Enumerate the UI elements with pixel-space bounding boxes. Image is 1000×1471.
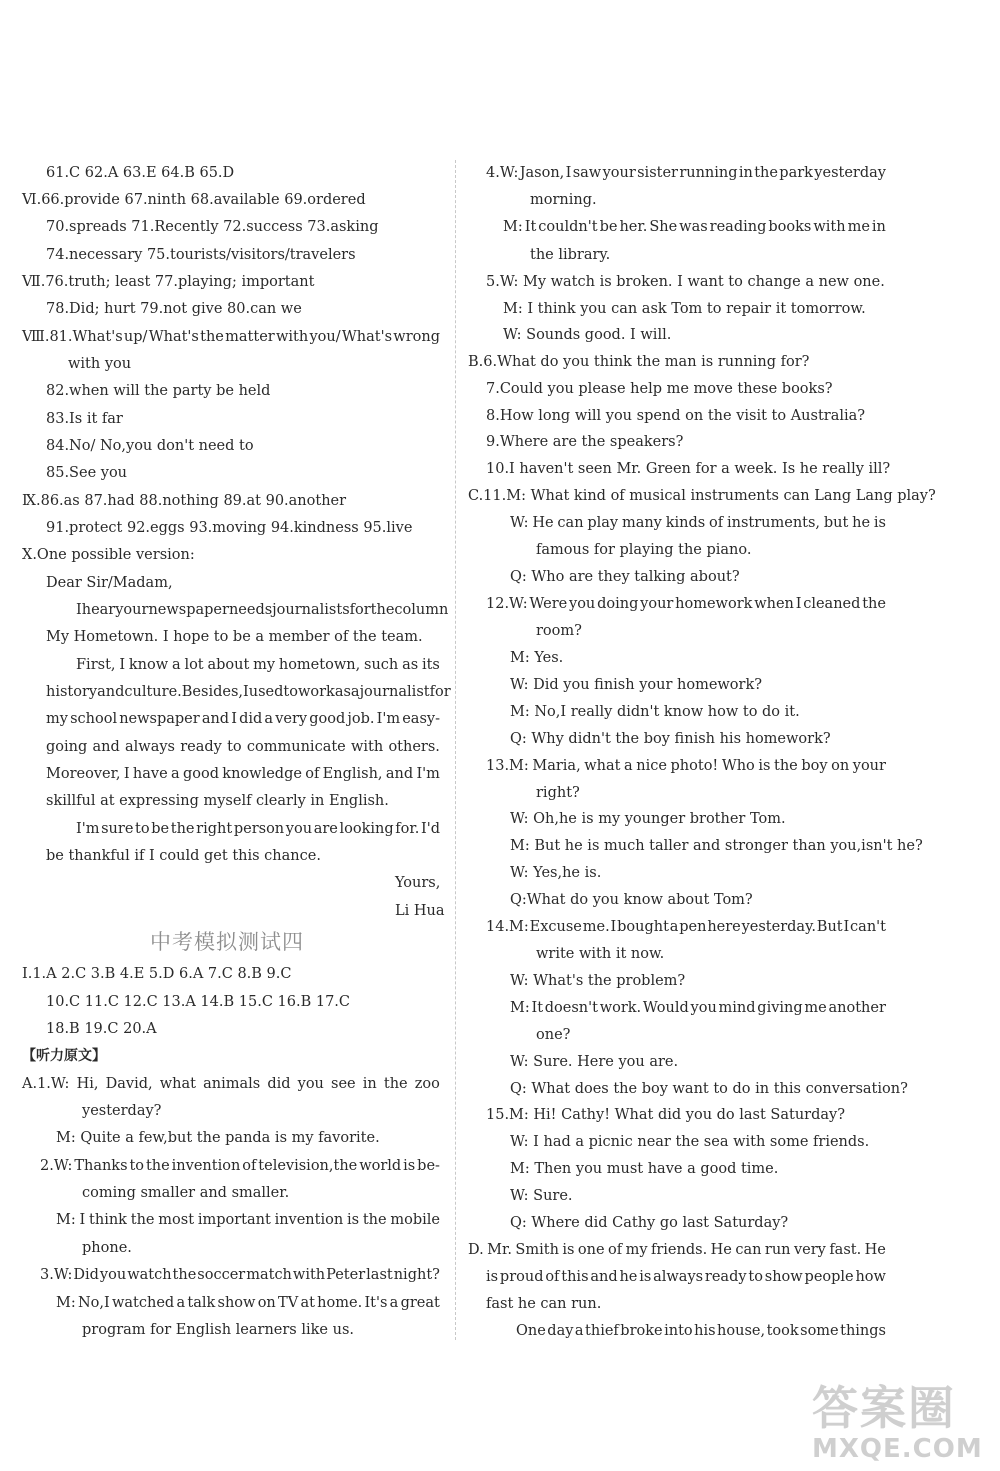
left-line: I'm sure to be the right person you are looking for. I'd: [76, 821, 440, 837]
left-line: Ⅵ.66.provide 67.ninth 68.available 69.ordered: [22, 192, 366, 208]
left-line: 78.Did; hurt 79.not give 80.can we: [46, 301, 302, 317]
left-line: I hear your newspaper needs journalists for the column: [76, 602, 449, 618]
left-line: yesterday?: [82, 1103, 162, 1119]
left-line: 85.See you: [46, 465, 128, 481]
right-line: 13.M: Maria, what a nice photo! Who is the boy on your: [486, 758, 886, 774]
right-line: M: But he is much taller and stronger than you,isn't he?: [510, 838, 923, 854]
right-line: morning.: [530, 192, 597, 208]
left-line: Ⅶ.76.truth; least 77.playing; important: [22, 274, 315, 290]
column-divider: [455, 160, 456, 1340]
right-line: Q: Who are they talking about?: [510, 569, 740, 585]
right-line: M: No,I really didn't know how to do it.: [510, 704, 800, 720]
right-line: M: It doesn't work. Would you mind giving me another: [510, 1000, 886, 1016]
left-line: 84.No/ No,you don't need to: [46, 438, 254, 454]
left-line: Ⅰ.1.A 2.C 3.B 4.E 5.D 6.A 7.C 8.B 9.C: [22, 966, 292, 982]
left-line: Li Hua: [395, 903, 445, 919]
left-line: history and culture. Besides, I used to work as a journalist for: [46, 684, 451, 700]
left-line: Dear Sir/Madam,: [46, 575, 173, 591]
left-line: 61.C 62.A 63.E 64.B 65.D: [46, 165, 235, 181]
left-line: 82.when will the party be held: [46, 383, 271, 399]
left-line: 91.protect 92.eggs 93.moving 94.kindness 95.live: [46, 520, 413, 536]
right-line: W: Sure. Here you are.: [510, 1054, 679, 1070]
left-line: my school newspaper and I did a very good job. I'm easy-: [46, 711, 440, 727]
right-line: M: It couldn't be her. She was reading books with me in: [503, 219, 886, 235]
right-line: B.6.What do you think the man is running for?: [468, 354, 810, 370]
left-line: 10.C 11.C 12.C 13.A 14.B 15.C 16.B 17.C: [46, 994, 350, 1010]
left-line: coming smaller and smaller.: [82, 1185, 290, 1201]
watermark-logo: 答案圈: [812, 1381, 956, 1435]
left-line: program for English learners like us.: [82, 1322, 355, 1338]
right-line: Q:What do you know about Tom?: [510, 892, 753, 908]
left-line: 2.W: Thanks to the invention of television,the world is be-: [40, 1158, 440, 1174]
right-line: C.11.M: What kind of musical instruments can Lang Lang play?: [468, 488, 936, 504]
left-line: Ⅹ.One possible version:: [22, 547, 195, 563]
left-line: M: Quite a few,but the panda is my favorite.: [56, 1130, 380, 1146]
right-line: M: Then you must have a good time.: [510, 1161, 779, 1177]
right-line: W: Sure.: [510, 1188, 573, 1204]
left-line: First, I know a lot about my hometown, such as its: [76, 657, 440, 673]
right-line: famous for playing the piano.: [536, 542, 752, 558]
right-line: 9.Where are the speakers?: [486, 434, 684, 450]
left-line: Ⅸ.86.as 87.had 88.nothing 89.at 90.another: [22, 493, 347, 509]
right-line: room?: [536, 623, 582, 639]
right-line: W: Yes,he is.: [510, 865, 602, 881]
right-line: 8.How long will you spend on the visit to Australia?: [486, 408, 866, 424]
left-line: 3.W: Did you watch the soccer match with Peter last night?: [40, 1267, 440, 1283]
left-line: 83.Is it far: [46, 411, 123, 427]
left-line: 70.spreads 71.Recently 72.success 73.asking: [46, 219, 379, 235]
right-line: W: He can play many kinds of instruments, but he is: [510, 515, 886, 531]
right-line: one?: [536, 1027, 571, 1043]
right-line: 12.W: Were you doing your homework when I cleaned the: [486, 596, 886, 612]
right-line: Q: Why didn't the boy finish his homework?: [510, 731, 831, 747]
right-line: Q: What does the boy want to do in this conversation?: [510, 1081, 908, 1097]
left-line: Moreover, I have a good knowledge of English, and I'm: [46, 766, 440, 782]
right-line: W: Did you finish your homework?: [510, 677, 763, 693]
left-line: going and always ready to communicate with others.: [46, 739, 440, 755]
right-line: D. Mr. Smith is one of my friends. He can run very fast. He: [468, 1242, 886, 1258]
right-line: write with it now.: [536, 946, 665, 962]
left-line: M: I think the most important invention is the mobile: [56, 1212, 440, 1228]
listening-script-label: 【听力原文】: [22, 1048, 106, 1064]
left-line: phone.: [82, 1240, 132, 1256]
left-line: 74.necessary 75.tourists/visitors/travelers: [46, 247, 356, 263]
section-title: 中考模拟测试四: [150, 930, 304, 954]
left-line: Yours,: [395, 875, 441, 891]
right-line: 5.W: My watch is broken. I want to change a new one.: [486, 274, 885, 290]
watermark-url: MXQE.COM: [812, 1434, 983, 1464]
right-line: M: Yes.: [510, 650, 564, 666]
left-line: M: No,I watched a talk show on TV at home. It's a great: [56, 1295, 440, 1311]
left-line: with you: [68, 356, 132, 372]
right-line: W: I had a picnic near the sea with some friends.: [510, 1134, 870, 1150]
right-line: 14.M: Excuse me. I bought a pen here yesterday. But I can't: [486, 919, 886, 935]
left-line: be thankful if I could get this chance.: [46, 848, 321, 864]
right-line: the library.: [530, 247, 611, 263]
right-line: W: What's the problem?: [510, 973, 686, 989]
left-line: A.1.W: Hi, David, what animals did you see in the zoo: [22, 1076, 440, 1092]
left-line: My Hometown. I hope to be a member of the team.: [46, 629, 423, 645]
right-line: 4.W: Jason, I saw your sister running in the park yesterday: [486, 165, 886, 181]
right-line: One day a thief broke into his house, took some things: [516, 1323, 886, 1339]
left-line: Ⅷ.81.What's up/ What's the matter with you/ What's wrong: [22, 329, 440, 345]
watermark: [812, 1372, 983, 1464]
left-line: skillful at expressing myself clearly in English.: [46, 793, 389, 809]
right-line: W: Sounds good. I will.: [503, 327, 672, 343]
right-line: M: I think you can ask Tom to repair it tomorrow.: [503, 301, 866, 317]
right-line: 15.M: Hi! Cathy! What did you do last Saturday?: [486, 1107, 846, 1123]
right-line: W: Oh,he is my younger brother Tom.: [510, 811, 786, 827]
right-line: Q: Where did Cathy go last Saturday?: [510, 1215, 789, 1231]
right-line: right?: [536, 785, 580, 801]
right-line: 7.Could you please help me move these books?: [486, 381, 833, 397]
right-line: 10.I haven't seen Mr. Green for a week. Is he really ill?: [486, 461, 891, 477]
right-line: is proud of this and he is always ready to show people how: [486, 1269, 886, 1285]
left-line: 18.B 19.C 20.A: [46, 1021, 157, 1037]
right-line: fast he can run.: [486, 1296, 602, 1312]
